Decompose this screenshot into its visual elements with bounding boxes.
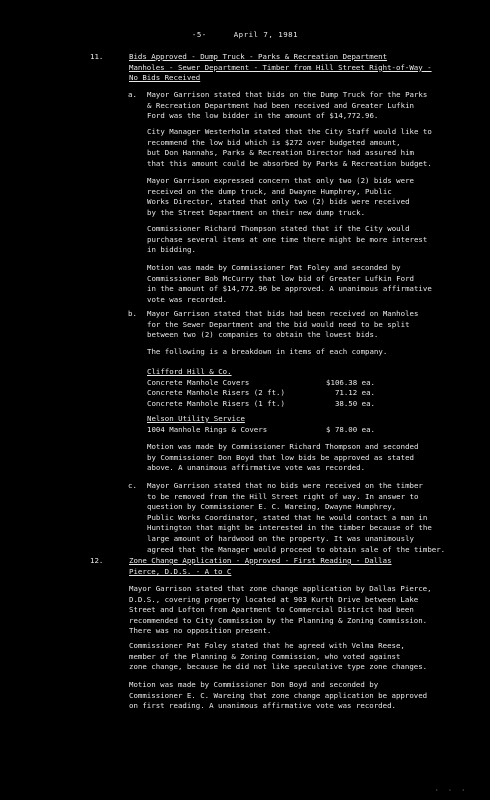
item-12-para-3 [129,680,427,712]
item-11c-para-1 [147,481,445,555]
item-12-title-line: Pierce, D.D.S. - A to C [129,566,232,576]
item-11-number: 11. [90,52,104,61]
item-price: $ 78.00 ea. [326,424,375,434]
text-line: There was no opposition present. [129,626,272,636]
text-line: Ford was the low bidder in the amount of $14,772.96. [147,111,379,121]
item-price: $106.38 ea. [326,377,375,387]
text-line: large amount of hardwood on the property. It was unanimously [147,533,414,543]
text-line: in the amount of $14,772.96 be approved. A unanimous affirmative [147,284,432,294]
page-marker: -5- [191,30,207,39]
text-line: Motion was made by Commissioner Don Boyd and seconded by [129,680,379,689]
text-line: D.D.S., covering property located at 903 Kurth Drive between Lake [129,594,419,604]
text-line: Motion was made by Commissioner Pat Foley and seconded by [147,263,401,272]
text-line: agreed that the Manager would proceed to obtain sale of the timber. [147,544,446,554]
text-line: Public Works Coordinator, stated that he would contact a man in [147,512,428,522]
text-line: vote was recorded. [147,294,228,304]
item-12-para-2 [129,641,427,673]
item-11b-letter: b. [128,309,137,318]
text-line: Mayor Garrison stated that zone change application by Dallas Pierce, [129,584,432,593]
item-11-title-line: Bids Approved - Dump Truck - Parks & Recreation Department [129,52,388,61]
text-line: The following is a breakdown in items of each company. [147,347,388,356]
table-row [147,388,375,399]
text-line: Works Director, stated that only two (2) bids were received [147,197,410,207]
text-line: zone change, because he did not like speculative type zone changes. [129,662,428,672]
text-line: Commissioner E. C. Wareing that zone change application be approved [129,690,428,700]
text-line: Motion was made by Commissioner Richard Thompson and seconded [147,442,419,451]
item-description: Concrete Manhole Risers (1 ft.) [147,398,285,408]
text-line: by Commissioner Don Boyd that low bids be approved as stated [147,452,414,462]
item-description: Concrete Manhole Risers (2 ft.) [147,388,285,398]
item-11a-letter: a. [128,90,137,99]
item-price: 71.12 ea. [334,388,375,398]
page-header [0,30,490,41]
item-description: 1004 Manhole Rings & Covers [147,424,268,434]
item-price: 38.50 ea. [334,398,375,408]
text-line: purchase several items at one time there might be more interest [147,234,428,244]
text-line: City Manager Westerholm stated that the City Staff would like to [147,127,432,136]
item-12-para-1 [129,584,432,637]
item-11b-para-3 [147,442,418,474]
text-line: above. A unanimous affirmative vote was recorded. [147,463,366,473]
text-line: Commissioner Richard Thompson stated that if the City would [147,224,410,233]
text-line: member of the Planning & Zoning Commission, who voted against [129,651,401,661]
item-11-title-line: No Bids Received [129,73,201,83]
item-11a-para-5 [147,263,432,305]
text-line: by the Street Department on their new dump truck. [147,207,366,217]
text-line: Mayor Garrison stated that bids had been received on Manholes [147,309,419,318]
text-line: Huntington that might be interested in the timber because of the [147,523,432,533]
item-11a-para-4 [147,224,427,256]
meeting-date: April 7, 1981 [233,30,299,39]
text-line: but Don Hannahs, Parks & Recreation Director had assured him [147,148,414,158]
text-line: that this amount could be absorbed by Parks & Recreation budget. [147,158,432,168]
company-2-table [147,414,375,435]
text-line: Mayor Garrison stated that no bids were received on the timber [147,481,423,490]
item-11a-para-1 [147,90,427,122]
text-line: recommended to City Commission by the Planning & Zoning Commission. [129,615,428,625]
text-line: recommend the low bid which is $272 over budgeted amount, [147,137,401,147]
text-line: question by Commissioner E. C. Wareing, Dwayne Humphrey, [147,502,397,512]
text-line: & Recreation Department had been received and Greater Lufkin [147,100,414,110]
item-11b-para-1 [147,309,418,341]
item-12-title [129,556,392,577]
text-line: Commissioner Pat Foley stated that he agreed with Velma Reese, [129,641,405,650]
item-11c-letter: c. [128,481,137,490]
company-1-name: Clifford Hill & Co. [147,367,232,376]
table-row [147,425,375,436]
item-11-title [129,52,432,84]
text-line: for the Sewer Department and the bid would need to be split [147,319,410,329]
text-line: in bidding. [147,245,196,255]
text-line: between two (2) companies to obtain the lowest bids. [147,330,379,340]
table-row [147,378,375,389]
text-line: on first reading. A unanimous affirmative vote was recorded. [129,701,396,711]
table-row [147,399,375,410]
company-1-table [147,367,375,409]
item-12-title-line: Zone Change Application - Approved - First Reading - Dallas [129,556,392,565]
item-11-title-line: Manholes - Sewer Department - Timber from Hill Street Right-of-Way - [129,62,432,72]
text-line: Mayor Garrison expressed concern that only two (2) bids were [147,176,414,185]
item-11b-para-2 [147,347,387,358]
text-line: Street and Lofton from Apartment to Commercial District had been [129,605,414,615]
text-line: Mayor Garrison stated that bids on the Dump Truck for the Parks [147,90,428,99]
company-2-name: Nelson Utility Service [147,414,245,423]
text-line: to be removed from the Hill Street right of way. In answer to [147,491,419,501]
item-12-number: 12. [90,556,104,565]
item-11a-para-3 [147,176,414,218]
item-11a-para-2 [147,127,432,169]
item-description: Concrete Manhole Covers [147,377,250,387]
text-line: Commissioner Bob McCurry that low bid of Greater Lufkin Ford [147,273,414,283]
text-line: received on the dump truck, and Dwayne Humphrey, Public [147,186,392,196]
scan-artifact: · · · [434,787,468,795]
